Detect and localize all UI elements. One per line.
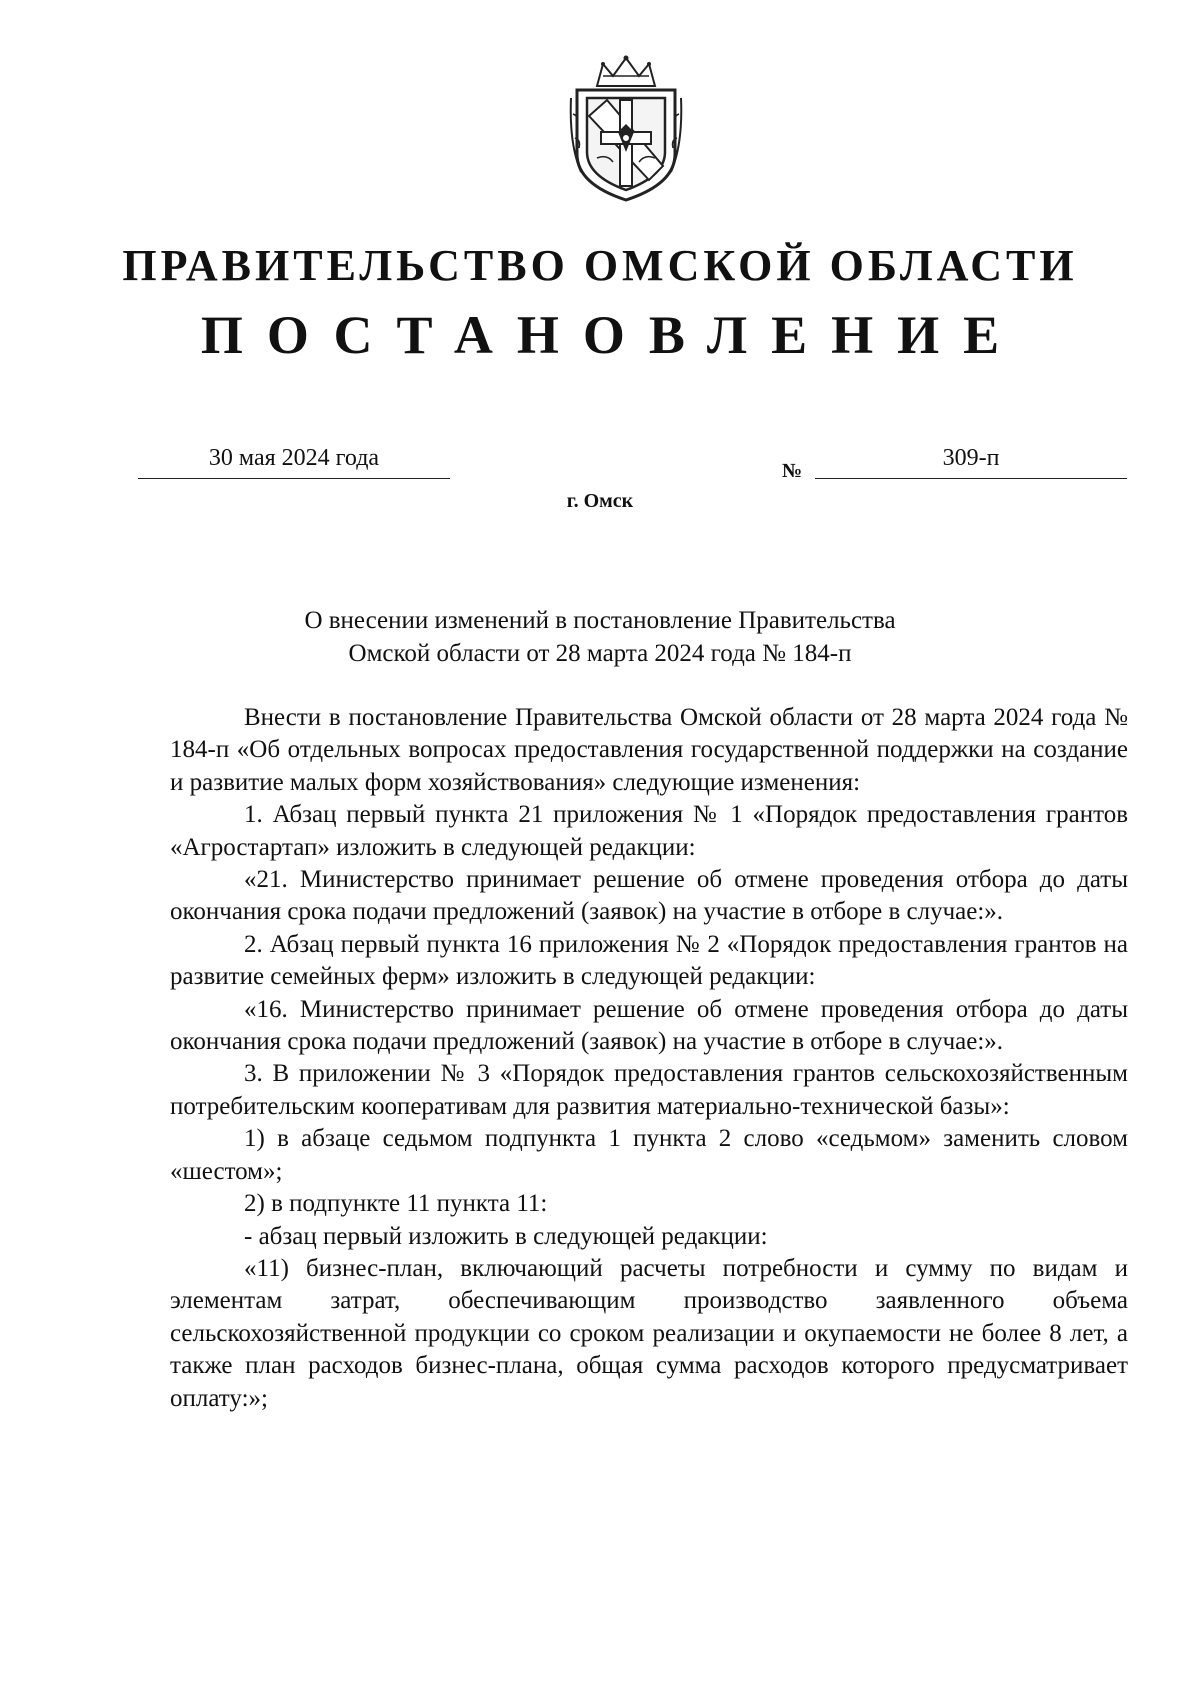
body-paragraph: «16. Министерство принимает решение об отмене проведения отбора до даты окончания срока подачи предложений (заявок) на участие в отборе в случае:».: [170, 995, 1128, 1056]
coat-of-arms-emblem: [567, 54, 685, 204]
subject-line-2: Омской области от 28 марта 2024 года № 184-п: [348, 640, 852, 667]
body-paragraph: 1. Абзац первый пункта 21 приложения № 1 «Порядок предоставления грантов «Агростартап» изложить в следующей редакции:: [170, 801, 1128, 861]
document-number: 309-п: [815, 438, 1127, 479]
document-type-title: ПОСТАНОВЛЕНИЕ: [200, 305, 1024, 365]
document-body: [170, 702, 1128, 1415]
document-place: г. Омск: [566, 490, 634, 512]
body-paragraph: 1) в абзаце седьмом подпункта 1 пункта 2 слово «седьмом» заменить словом «шестом»;: [170, 1125, 1128, 1185]
organization-title: ПРАВИТЕЛЬСТВО ОМСКОЙ ОБЛАСТИ: [122, 241, 1078, 290]
body-paragraph: Внести в постановление Правительства Омской области от 28 марта 2024 года № 184-п «Об отдельных вопросах предоставления государственной поддержки на создание и развитие малых форм хозяйствования» следующие изменения:: [170, 704, 1128, 796]
document-date: 30 мая 2024 года: [138, 438, 450, 479]
body-paragraph: «11) бизнес-план, включающий расчеты потребности и сумму по видам и элементам затрат, обеспечивающим производство заявленного объема сельскохозяйственной продукции со сроком реализации и окупаемости не более 8 лет, а также план расходов бизнес-плана, общая сумма расходов которого предусматривает оплату:»;: [170, 1254, 1128, 1412]
subject-line-1: О внесении изменений в постановление Правительства: [304, 607, 896, 634]
body-paragraph: - абзац первый изложить в следующей редакции:: [244, 1222, 768, 1250]
body-paragraph: 2. Абзац первый пункта 16 приложения № 2 «Порядок предоставления грантов на развитие семейных ферм» изложить в следующей редакции:: [170, 930, 1128, 991]
number-label: №: [782, 460, 803, 482]
body-paragraph: «21. Министерство принимает решение об отмене проведения отбора до даты окончания срока подачи предложений (заявок) на участие в отборе в случае:».: [170, 866, 1128, 926]
body-paragraph: 3. В приложении № 3 «Порядок предоставления грантов сельскохозяйственным потребительским кооперативам для развития материально-технической базы»:: [170, 1060, 1128, 1120]
body-paragraph: 2) в подпункте 11 пункта 11:: [244, 1190, 548, 1218]
document-subject: [0, 604, 1200, 670]
